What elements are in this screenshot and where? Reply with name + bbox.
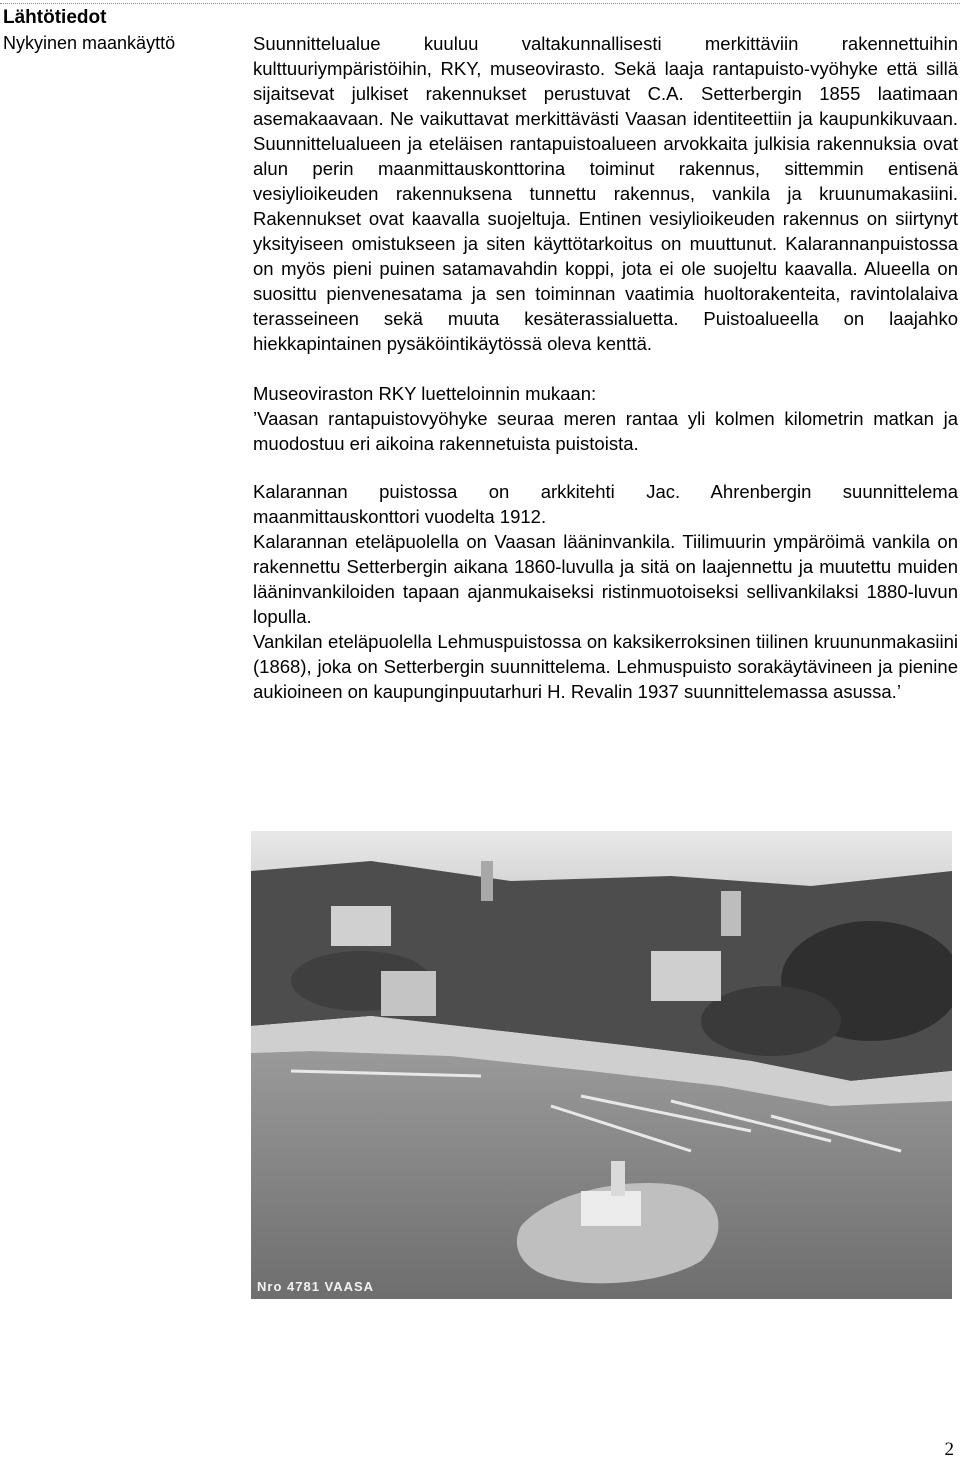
top-rule [0, 3, 960, 4]
photo-building [651, 951, 721, 1001]
paragraph-land-survey-office: Kalarannan puistossa on arkkitehti Jac. Ahrenbergin suunnittelema maanmittauskonttori vuodelta 1912. [253, 481, 958, 527]
paragraph-prison: Kalarannan eteläpuolella on Vaasan lääninvankila. Tiilimuurin ympäröimä vankila on rakennettu Setterbergin aikana 1860-luvulla ja sitä on laajennettu ja muutettu muiden lääninvankiloiden tapaan ajanmukaiseksi ristinmuotoiseksi sellivankilaksi 1880-luvun lopulla. [253, 531, 958, 627]
photo-building [381, 971, 436, 1016]
body-text [253, 31, 958, 704]
paragraph-rky-intro: Museoviraston RKY luetteloinnin mukaan: [253, 383, 597, 404]
paragraph-rky-quote: ’Vaasan rantapuistovyöhyke seuraa meren rantaa yli kolmen kilometrin matkan ja muodostuu eri aikoina rakennetuista puistoista. [253, 408, 958, 454]
aerial-photo [251, 831, 952, 1299]
photo-island-building [581, 1191, 641, 1226]
photo-tower [721, 891, 741, 936]
page-heading: Lähtötiedot [3, 7, 107, 28]
section-label: Nykyinen maankäyttö [3, 33, 176, 53]
photo-church-spire [481, 861, 493, 901]
photo-caption: Nro 4781 VAASA [257, 1279, 375, 1294]
aerial-photo-graphic [251, 831, 952, 1299]
paragraph-current-land-use: Suunnittelualue kuuluu valtakunnallisesti merkittäviin rakennettuihin kulttuuriympäristöihin, RKY, museovirasto. Sekä laaja rantapuisto-vyöhyke että sillä sijaitsevat julkiset rakennukset perustuvat C.A. Setterbergin 1855 laatimaan asemakaavaan. Ne vaikuttavat merkittävästi Vaasan identiteettiin ja kaupunkikuvaan. Suunnittelualueen ja eteläisen rantapuistoalueen arvokkaita julkisia rakennuksia ovat alun perin maanmittauskonttorina toiminut rakennus, sittemmin entisenä vesiylioikeuden rakennuksena tunnettu rakennus, vankila ja kruunumakasiini. Rakennukset ovat kaavalla suojeltuja. Entinen vesiylioikeuden rakennus on siirtynyt yksityiseen omistukseen ja siten käyttötarkoitus on muuttunut. Kalarannanpuistossa on myös pieni puinen satamavahdin koppi, jota ei ole suojeltu kaavalla. Alueella on suosittu pienvenesatama ja sen toiminnan vaatimia huoltorakenteita, ravintolalaiva terasseineen sekä muuta kesäterassialuetta. Puistoalueella on laajahko hiekkapintainen pysäköintikäytössä oleva kenttä. [253, 33, 958, 354]
photo-building [331, 906, 391, 946]
paragraph-crown-storehouse: Vankilan eteläpuolella Lehmuspuistossa on kaksikerroksinen tiilinen kruununmakasiini (1868), joka on Setterbergin suunnittelema. Lehmuspuisto sorakäytävineen ja pienine aukioineen on kaupunginpuutarhuri H. Revalin 1937 suunnittelemassa asussa.’ [253, 631, 958, 702]
page-number: 2 [944, 1439, 954, 1460]
